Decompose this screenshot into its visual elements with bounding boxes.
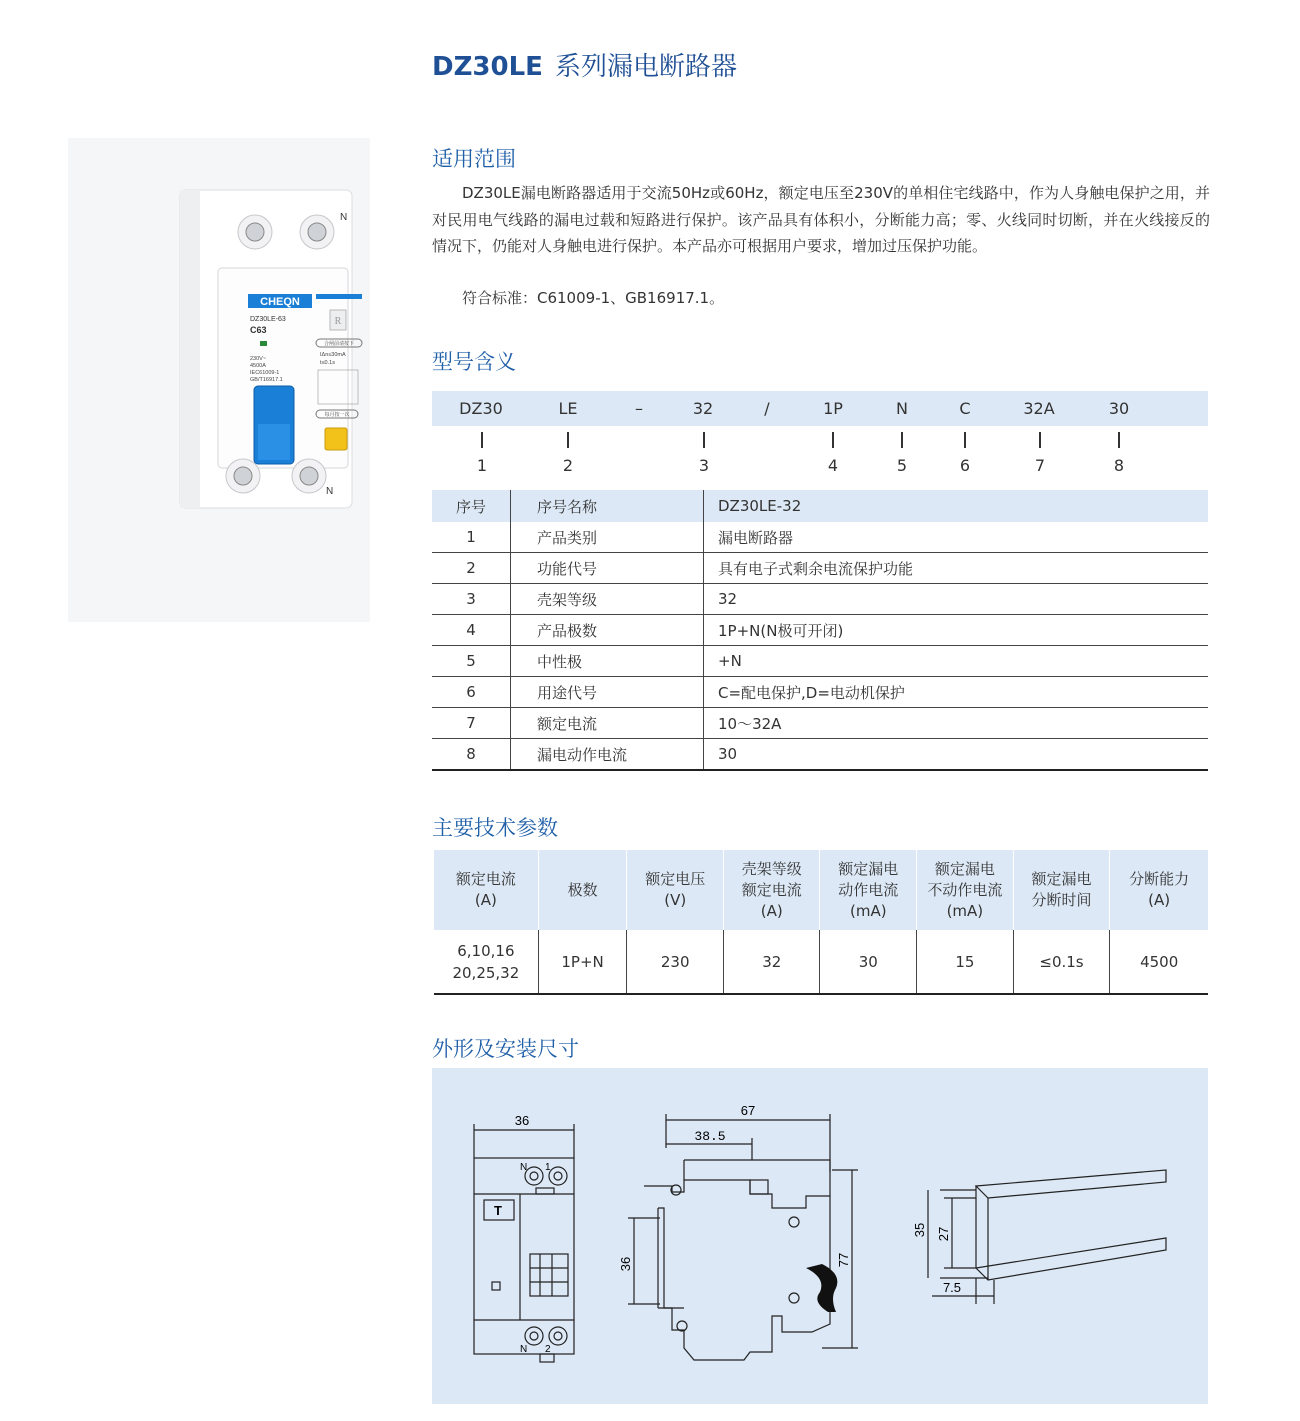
- row-value: C=配电保护,D=电动机保护: [704, 677, 1209, 708]
- header-model: DZ30LE-32: [704, 490, 1209, 522]
- index-num-5: 5: [896, 456, 908, 475]
- model-part-10: 30: [1108, 399, 1130, 418]
- brand-label: CHEQN: [260, 296, 300, 308]
- product-photo: [68, 138, 370, 622]
- model-part-8: C: [959, 399, 971, 418]
- time-spec: t≤0.1s: [320, 360, 335, 366]
- index-tick: [901, 432, 903, 448]
- note-close: 合闸前请按下: [323, 341, 355, 347]
- row-name: 功能代号: [511, 553, 704, 584]
- row-name: 产品类别: [511, 522, 704, 553]
- side-total-label: 67: [740, 1103, 756, 1118]
- front-width-label: 36: [514, 1113, 530, 1128]
- product-rating: C63: [250, 325, 267, 335]
- row-name: 用途代号: [511, 677, 704, 708]
- param-header: 额定漏电 动作电流 (mA): [820, 850, 917, 930]
- section-scope-title: 适用范围: [432, 147, 516, 171]
- row-index: 1: [432, 522, 511, 553]
- header-index: 序号: [432, 490, 511, 522]
- index-num-3: 3: [698, 456, 710, 475]
- row-value: 32: [704, 584, 1209, 615]
- param-header: 极数: [538, 850, 627, 930]
- row-index: 2: [432, 553, 511, 584]
- param-header: 壳架等级 额定电流 (A): [723, 850, 820, 930]
- section-model-title: 型号含义: [432, 350, 516, 374]
- spec-1: 230V~: [250, 356, 267, 362]
- model-part-1: DZ30: [459, 399, 503, 418]
- product-model: DZ30LE-63: [250, 316, 286, 323]
- param-value: 4500: [1110, 930, 1208, 994]
- index-tick: [567, 432, 569, 448]
- scope-text-1: DZ30LE漏电断路器适用于交流50Hz或60Hz，额定电压至230V的单相住宅线路中，作为人身触电保护之用，并对民用电气线路的漏电过载和短路进行保护。该产品具有体积小，分断能力高；零、火线同时切断，并在火线接反的情况下，仍能对人身触电进行保护。本产品亦可根据用户要求，增加过压保护功能。: [432, 184, 1210, 255]
- param-value: 30: [820, 930, 917, 994]
- model-part-9: 32A: [1023, 399, 1055, 418]
- param-value: ≤0.1s: [1013, 930, 1110, 994]
- model-meaning-table: [432, 490, 1208, 771]
- r-mark: R: [334, 316, 342, 327]
- title-model: DZ30LE: [432, 52, 543, 82]
- rail-35-label: 35: [912, 1222, 927, 1238]
- table-header-row: [432, 490, 1208, 522]
- dimension-svg: [432, 1068, 1208, 1404]
- param-value: 1P+N: [538, 930, 627, 994]
- section-params-title: 主要技术参数: [432, 816, 558, 840]
- front-1: 1: [545, 1162, 551, 1173]
- spec-4: GB/T16917.1: [250, 377, 283, 383]
- front-n-top: N: [520, 1162, 528, 1173]
- front-2: 2: [545, 1344, 551, 1355]
- index-tick: [832, 432, 834, 448]
- note-monthly: 每月按一次: [324, 412, 350, 418]
- param-header: 分断能力 (A): [1110, 850, 1208, 930]
- table-row: [432, 739, 1208, 771]
- leak-spec: IΔn≤30mA: [320, 352, 346, 358]
- param-value: 6,10,16 20,25,32: [434, 930, 538, 994]
- section-dims-title: 外形及安装尺寸: [432, 1037, 579, 1061]
- title-text: 系列漏电断路器: [554, 52, 737, 82]
- row-name: 额定电流: [511, 708, 704, 739]
- model-part-3: –: [635, 399, 643, 418]
- n-bottom-label: N: [326, 486, 334, 497]
- table-row: [432, 615, 1208, 646]
- row-index: 5: [432, 646, 511, 677]
- table-row: [432, 553, 1208, 584]
- scope-paragraph: [432, 180, 1210, 260]
- row-name: 壳架等级: [511, 584, 704, 615]
- row-value: 10～32A: [704, 708, 1209, 739]
- header-name: 序号名称: [511, 490, 704, 522]
- table-row: [432, 584, 1208, 615]
- table-row: [432, 677, 1208, 708]
- page-title: [432, 46, 737, 83]
- model-part-6: 1P: [823, 399, 843, 418]
- param-value: 230: [627, 930, 724, 994]
- index-num-7: 7: [1034, 456, 1046, 475]
- front-n-bot: N: [520, 1344, 528, 1355]
- rail-75-label: 7.5: [942, 1280, 962, 1295]
- table-row: [432, 522, 1208, 553]
- row-index: 7: [432, 708, 511, 739]
- model-part-5: /: [764, 399, 770, 418]
- params-header-row: [434, 850, 1208, 930]
- model-part-4: 32: [692, 399, 714, 418]
- tech-params-table: [434, 850, 1208, 995]
- index-num-2: 2: [562, 456, 574, 475]
- spec-2: 4500A: [250, 363, 266, 369]
- row-value: 1P+N(N极可开闭): [704, 615, 1209, 646]
- params-data-row: [434, 930, 1208, 994]
- row-index: 8: [432, 739, 511, 771]
- param-value: 15: [917, 930, 1014, 994]
- row-index: 3: [432, 584, 511, 615]
- side-height-label: 77: [836, 1252, 851, 1268]
- breaker-illustration: [68, 138, 370, 622]
- index-num-4: 4: [827, 456, 839, 475]
- scope-text-2: 符合标准：C61009-1、GB16917.1。: [462, 289, 725, 307]
- row-name: 中性极: [511, 646, 704, 677]
- front-t-label: T: [494, 1203, 502, 1218]
- rail-27-label: 27: [936, 1226, 951, 1242]
- param-value: 32: [723, 930, 820, 994]
- row-value: 漏电断路器: [704, 522, 1209, 553]
- dimension-drawings: [432, 1068, 1208, 1404]
- index-num-8: 8: [1113, 456, 1125, 475]
- row-index: 4: [432, 615, 511, 646]
- side-rail-label: 36: [618, 1256, 633, 1272]
- side-half-label: 38.5: [694, 1129, 726, 1144]
- spec-3: IEC61009-1: [250, 370, 280, 376]
- scope-standard: [432, 285, 1210, 312]
- param-header: 额定电流 (A): [434, 850, 538, 930]
- param-header: 额定电压 (V): [627, 850, 724, 930]
- n-top-label: N: [340, 212, 348, 223]
- index-num-6: 6: [959, 456, 971, 475]
- row-name: 产品极数: [511, 615, 704, 646]
- index-tick: [1039, 432, 1041, 448]
- row-value: 30: [704, 739, 1209, 771]
- row-value: +N: [704, 646, 1209, 677]
- index-tick: [703, 432, 705, 448]
- index-tick: [481, 432, 483, 448]
- table-row: [432, 646, 1208, 677]
- model-part-7: N: [896, 399, 908, 418]
- model-code-bar: [432, 391, 1208, 426]
- row-index: 6: [432, 677, 511, 708]
- param-header: 额定漏电 不动作电流 (mA): [917, 850, 1014, 930]
- param-header: 额定漏电 分断时间: [1013, 850, 1110, 930]
- table-row: [432, 708, 1208, 739]
- row-name: 漏电动作电流: [511, 739, 704, 771]
- index-num-1: 1: [476, 456, 488, 475]
- index-tick: [964, 432, 966, 448]
- index-tick: [1118, 432, 1120, 448]
- model-part-2: LE: [558, 399, 578, 418]
- row-value: 具有电子式剩余电流保护功能: [704, 553, 1209, 584]
